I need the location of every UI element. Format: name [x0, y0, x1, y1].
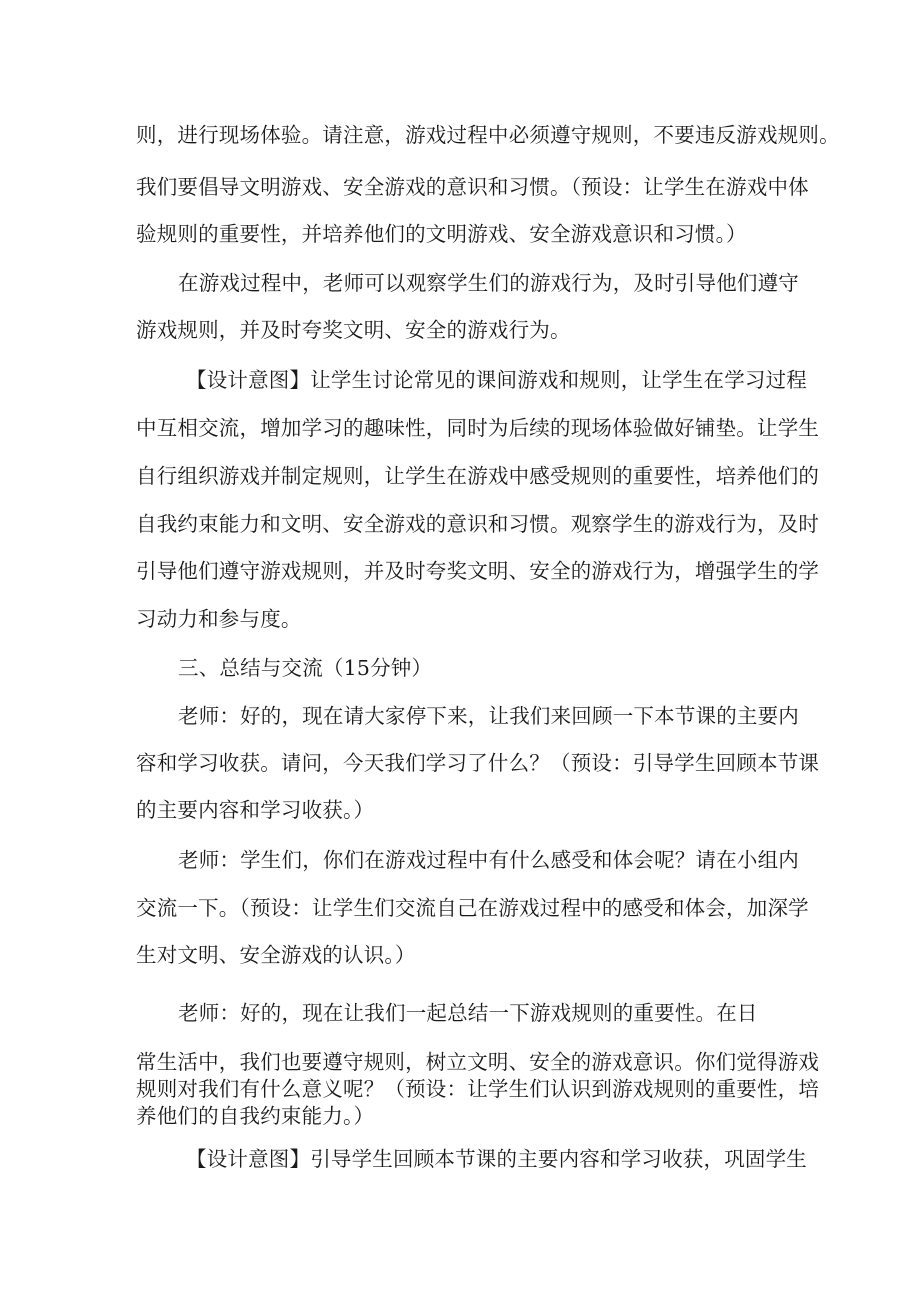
text-line: 老师：好的，现在请大家停下来，让我们来回顾一下本节课的主要内	[178, 704, 799, 728]
text-line: 游戏规则，并及时夸奖文明、安全的游戏行为。	[136, 318, 571, 342]
text-line: 我们要倡导文明游戏、安全游戏的意识和习惯。（预设：让学生在游戏中体	[136, 175, 809, 199]
text-line: 自行组织游戏并制定规则，让学生在游戏中感受规则的重要性，培养他们的	[136, 464, 820, 488]
text-line: 交流一下。（预设：让学生们交流自己在游戏过程中的感受和体会，加深学	[136, 896, 809, 920]
text-line: 在游戏过程中，老师可以观察学生们的游戏行为，及时引导他们遵守	[178, 271, 799, 295]
text-line: 习动力和参与度。	[136, 607, 302, 631]
text-line: 老师：好的，现在让我们一起总结一下游戏规则的重要性。在日	[178, 1001, 758, 1025]
text-line: 常生活中，我们也要遵守规则，树立文明、安全的游戏意识。你们觉得游戏	[136, 1050, 820, 1074]
text-line: 老师：学生们，你们在游戏过程中有什么感受和体会呢？请在小组内	[178, 848, 799, 872]
text-line: 引导他们遵守游戏规则，并及时夸奖文明、安全的游戏行为，增强学生的学	[136, 559, 820, 583]
text-line: 验规则的重要性，并培养他们的文明游戏、安全游戏意识和习惯。）	[136, 222, 747, 246]
text-line: 【设计意图】让学生讨论常见的课间游戏和规则，让学生在学习过程	[186, 368, 807, 392]
text-line: 自我约束能力和文明、安全游戏的意识和习惯。观察学生的游戏行为，及时	[136, 512, 820, 536]
text-line: 则，进行现场体验。请注意，游戏过程中必须遵守规则，不要违反游戏规则。	[136, 123, 840, 147]
text-line: 养他们的自我约束能力。）	[136, 1104, 375, 1128]
text-line: 容和学习收获。请问，今天我们学习了什么？（预设：引导学生回顾本节课	[136, 751, 820, 775]
text-line: 【设计意图】引导学生回顾本节课的主要内容和学习收获，巩固学生	[186, 1147, 807, 1171]
text-line: 规则对我们有什么意义呢？（预设：让学生们认识到游戏规则的重要性，培	[136, 1077, 820, 1101]
text-line: 生对文明、安全游戏的认识。）	[136, 943, 416, 967]
text-line: 中互相交流，增加学习的趣味性，同时为后续的现场体验做好铺垫。让学生	[136, 416, 820, 440]
text-line: 的主要内容和学习收获。）	[136, 798, 375, 822]
section-heading: 三、总结与交流（15分钟）	[178, 656, 433, 680]
